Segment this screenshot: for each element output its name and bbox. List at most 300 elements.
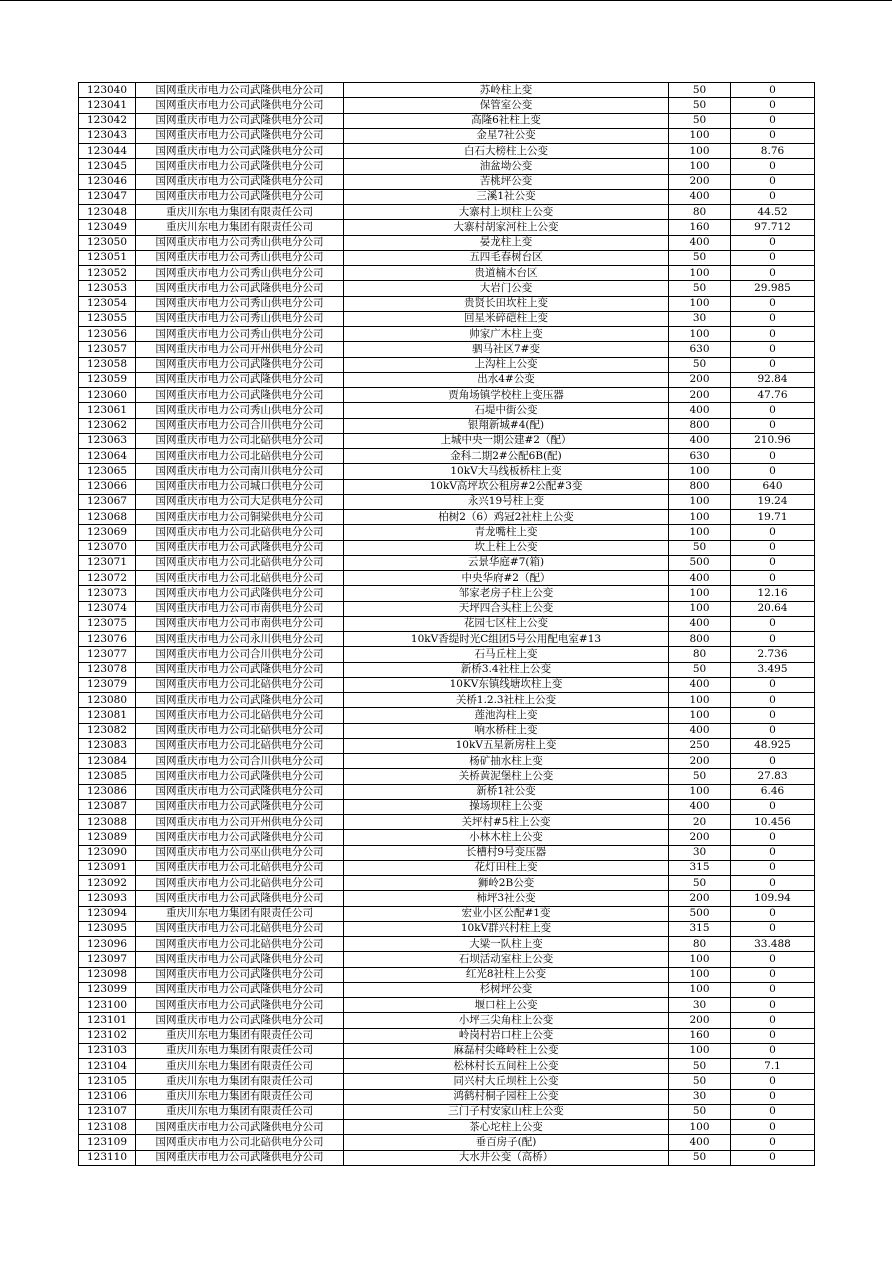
capacity-cell: 400 — [669, 723, 731, 738]
value-cell: 0 — [731, 403, 815, 418]
company-cell: 重庆川东电力集团有限责任公司 — [136, 1089, 344, 1104]
capacity-cell: 800 — [669, 418, 731, 433]
station-name-cell: 云景华庭#7(箱) — [344, 555, 669, 570]
transformer-table — [78, 82, 815, 1166]
value-cell: 7.1 — [731, 1059, 815, 1074]
capacity-cell: 400 — [669, 677, 731, 692]
capacity-cell: 100 — [669, 601, 731, 616]
value-cell: 0 — [731, 327, 815, 342]
station-name-cell: 红光8社柱上公变 — [344, 967, 669, 982]
capacity-cell: 100 — [669, 494, 731, 509]
company-cell: 国网重庆市电力公司北碚供电分公司 — [136, 525, 344, 540]
capacity-cell: 100 — [669, 144, 731, 159]
company-cell: 国网重庆市电力公司北碚供电分公司 — [136, 860, 344, 875]
row-id-cell: 123075 — [79, 616, 136, 631]
value-cell: 0 — [731, 235, 815, 250]
capacity-cell: 400 — [669, 235, 731, 250]
station-name-cell: 五四毛春树台区 — [344, 250, 669, 265]
company-cell: 国网重庆市电力公司武隆供电分公司 — [136, 830, 344, 845]
value-cell: 0 — [731, 677, 815, 692]
capacity-cell: 400 — [669, 403, 731, 418]
table-row — [79, 189, 815, 204]
company-cell: 国网重庆市电力公司武隆供电分公司 — [136, 540, 344, 555]
row-id-cell: 123086 — [79, 784, 136, 799]
company-cell: 重庆川东电力集团有限责任公司 — [136, 1059, 344, 1074]
row-id-cell: 123104 — [79, 1059, 136, 1074]
table-row — [79, 205, 815, 220]
value-cell: 97.712 — [731, 220, 815, 235]
row-id-cell: 123042 — [79, 113, 136, 128]
row-id-cell: 123058 — [79, 357, 136, 372]
value-cell: 0 — [731, 266, 815, 281]
company-cell: 国网重庆市电力公司武隆供电分公司 — [136, 144, 344, 159]
table-row — [79, 830, 815, 845]
row-id-cell: 123079 — [79, 677, 136, 692]
row-id-cell: 123101 — [79, 1013, 136, 1028]
station-name-cell: 苏岭柱上变 — [344, 83, 669, 98]
capacity-cell: 50 — [669, 357, 731, 372]
table-row — [79, 677, 815, 692]
station-name-cell: 狮岭2B公变 — [344, 876, 669, 891]
station-name-cell: 关桥1.2.3社柱上公变 — [344, 693, 669, 708]
table-row — [79, 1120, 815, 1135]
value-cell: 0 — [731, 1013, 815, 1028]
value-cell: 0 — [731, 464, 815, 479]
value-cell: 0 — [731, 693, 815, 708]
station-name-cell: 高隆6社柱上变 — [344, 113, 669, 128]
capacity-cell: 50 — [669, 876, 731, 891]
capacity-cell: 200 — [669, 830, 731, 845]
capacity-cell: 50 — [669, 98, 731, 113]
table-row — [79, 860, 815, 875]
capacity-cell: 400 — [669, 1135, 731, 1150]
station-name-cell: 油盆坳公变 — [344, 159, 669, 174]
value-cell: 0 — [731, 540, 815, 555]
value-cell: 0 — [731, 1028, 815, 1043]
table-row — [79, 98, 815, 113]
row-id-cell: 123072 — [79, 571, 136, 586]
station-name-cell: 柿坪3社公变 — [344, 891, 669, 906]
company-cell: 国网重庆市电力公司武隆供电分公司 — [136, 1120, 344, 1135]
row-id-cell: 123055 — [79, 311, 136, 326]
value-cell: 48.925 — [731, 738, 815, 753]
value-cell: 0 — [731, 860, 815, 875]
capacity-cell: 50 — [669, 1150, 731, 1165]
value-cell: 0 — [731, 113, 815, 128]
row-id-cell: 123108 — [79, 1120, 136, 1135]
table-row — [79, 647, 815, 662]
station-name-cell: 贾角场镇学校柱上变压器 — [344, 388, 669, 403]
capacity-cell: 100 — [669, 1120, 731, 1135]
table-row — [79, 113, 815, 128]
row-id-cell: 123069 — [79, 525, 136, 540]
value-cell: 0 — [731, 555, 815, 570]
company-cell: 国网重庆市电力公司合川供电分公司 — [136, 647, 344, 662]
capacity-cell: 100 — [669, 784, 731, 799]
row-id-cell: 123092 — [79, 876, 136, 891]
value-cell: 0 — [731, 906, 815, 921]
capacity-cell: 50 — [669, 1074, 731, 1089]
company-cell: 国网重庆市电力公司北碚供电分公司 — [136, 571, 344, 586]
company-cell: 国网重庆市电力公司秀山供电分公司 — [136, 266, 344, 281]
company-cell: 国网重庆市电力公司武隆供电分公司 — [136, 799, 344, 814]
row-id-cell: 123063 — [79, 433, 136, 448]
value-cell: 0 — [731, 174, 815, 189]
row-id-cell: 123078 — [79, 662, 136, 677]
station-name-cell: 新桥1社公变 — [344, 784, 669, 799]
table-row — [79, 982, 815, 997]
value-cell: 0 — [731, 250, 815, 265]
station-name-cell: 同兴村大丘坝柱上公变 — [344, 1074, 669, 1089]
value-cell: 0 — [731, 1089, 815, 1104]
capacity-cell: 80 — [669, 937, 731, 952]
value-cell: 0 — [731, 830, 815, 845]
capacity-cell: 20 — [669, 815, 731, 830]
table-row — [79, 540, 815, 555]
row-id-cell: 123110 — [79, 1150, 136, 1165]
value-cell: 0 — [731, 876, 815, 891]
value-cell: 0 — [731, 967, 815, 982]
company-cell: 国网重庆市电力公司武隆供电分公司 — [136, 998, 344, 1013]
company-cell: 国网重庆市电力公司武隆供电分公司 — [136, 967, 344, 982]
row-id-cell: 123107 — [79, 1104, 136, 1119]
company-cell: 国网重庆市电力公司合川供电分公司 — [136, 418, 344, 433]
table-row — [79, 327, 815, 342]
row-id-cell: 123041 — [79, 98, 136, 113]
station-name-cell: 大寨村胡家河柱上公变 — [344, 220, 669, 235]
capacity-cell: 80 — [669, 647, 731, 662]
value-cell: 0 — [731, 296, 815, 311]
table-row — [79, 937, 815, 952]
table-row — [79, 296, 815, 311]
station-name-cell: 金星7社公变 — [344, 128, 669, 143]
company-cell: 重庆川东电力集团有限责任公司 — [136, 1074, 344, 1089]
company-cell: 国网重庆市电力公司武隆供电分公司 — [136, 1150, 344, 1165]
capacity-cell: 200 — [669, 388, 731, 403]
company-cell: 国网重庆市电力公司北碚供电分公司 — [136, 738, 344, 753]
company-cell: 国网重庆市电力公司秀山供电分公司 — [136, 327, 344, 342]
station-name-cell: 大梁一队柱上变 — [344, 937, 669, 952]
company-cell: 国网重庆市电力公司武隆供电分公司 — [136, 1013, 344, 1028]
station-name-cell: 花灯田柱上变 — [344, 860, 669, 875]
value-cell: 0 — [731, 1074, 815, 1089]
capacity-cell: 315 — [669, 860, 731, 875]
table-row — [79, 525, 815, 540]
table-row — [79, 449, 815, 464]
value-cell: 0 — [731, 1043, 815, 1058]
station-name-cell: 坎上柱上公变 — [344, 540, 669, 555]
value-cell: 0 — [731, 723, 815, 738]
company-cell: 重庆川东电力集团有限责任公司 — [136, 906, 344, 921]
row-id-cell: 123071 — [79, 555, 136, 570]
capacity-cell: 50 — [669, 1104, 731, 1119]
value-cell: 0 — [731, 754, 815, 769]
value-cell: 12.16 — [731, 586, 815, 601]
value-cell: 27.83 — [731, 769, 815, 784]
row-id-cell: 123054 — [79, 296, 136, 311]
capacity-cell: 100 — [669, 708, 731, 723]
capacity-cell: 100 — [669, 510, 731, 525]
company-cell: 国网重庆市电力公司秀山供电分公司 — [136, 403, 344, 418]
capacity-cell: 50 — [669, 113, 731, 128]
value-cell: 3.495 — [731, 662, 815, 677]
company-cell: 国网重庆市电力公司武隆供电分公司 — [136, 372, 344, 387]
row-id-cell: 123084 — [79, 754, 136, 769]
table-row — [79, 479, 815, 494]
capacity-cell: 100 — [669, 296, 731, 311]
station-name-cell: 三溪1社公变 — [344, 189, 669, 204]
row-id-cell: 123098 — [79, 967, 136, 982]
row-id-cell: 123056 — [79, 327, 136, 342]
row-id-cell: 123088 — [79, 815, 136, 830]
table-row — [79, 769, 815, 784]
row-id-cell: 123064 — [79, 449, 136, 464]
station-name-cell: 石坝活动室柱上公变 — [344, 952, 669, 967]
station-name-cell: 白石大榜柱上公变 — [344, 144, 669, 159]
row-id-cell: 123099 — [79, 982, 136, 997]
station-name-cell: 驷马社区7#变 — [344, 342, 669, 357]
value-cell: 0 — [731, 159, 815, 174]
capacity-cell: 200 — [669, 891, 731, 906]
table-row — [79, 723, 815, 738]
company-cell: 国网重庆市电力公司合川供电分公司 — [136, 754, 344, 769]
value-cell: 19.24 — [731, 494, 815, 509]
table-row — [79, 1074, 815, 1089]
company-cell: 国网重庆市电力公司秀山供电分公司 — [136, 250, 344, 265]
capacity-cell: 50 — [669, 662, 731, 677]
station-name-cell: 天坪四合头柱上公变 — [344, 601, 669, 616]
value-cell: 0 — [731, 1135, 815, 1150]
station-name-cell: 莲池沟柱上变 — [344, 708, 669, 723]
station-name-cell: 永兴19号柱上变 — [344, 494, 669, 509]
station-name-cell: 10kV五星新房柱上变 — [344, 738, 669, 753]
company-cell: 国网重庆市电力公司市南供电分公司 — [136, 616, 344, 631]
capacity-cell: 200 — [669, 372, 731, 387]
company-cell: 国网重庆市电力公司开州供电分公司 — [136, 342, 344, 357]
station-name-cell: 麻磊村尖峰岭柱上公变 — [344, 1043, 669, 1058]
value-cell: 20.64 — [731, 601, 815, 616]
row-id-cell: 123083 — [79, 738, 136, 753]
value-cell: 0 — [731, 952, 815, 967]
company-cell: 国网重庆市电力公司武隆供电分公司 — [136, 98, 344, 113]
capacity-cell: 500 — [669, 555, 731, 570]
station-name-cell: 10kV大马线板桥柱上变 — [344, 464, 669, 479]
capacity-cell: 500 — [669, 906, 731, 921]
company-cell: 国网重庆市电力公司北碚供电分公司 — [136, 677, 344, 692]
company-cell: 国网重庆市电力公司武隆供电分公司 — [136, 174, 344, 189]
capacity-cell: 50 — [669, 540, 731, 555]
capacity-cell: 400 — [669, 799, 731, 814]
station-name-cell: 操场坝柱上公变 — [344, 799, 669, 814]
company-cell: 国网重庆市电力公司武隆供电分公司 — [136, 662, 344, 677]
table-row — [79, 433, 815, 448]
table-row — [79, 1135, 815, 1150]
table-row — [79, 601, 815, 616]
capacity-cell: 30 — [669, 998, 731, 1013]
table-row — [79, 815, 815, 830]
value-cell: 6.46 — [731, 784, 815, 799]
station-name-cell: 帅家广木柱上变 — [344, 327, 669, 342]
capacity-cell: 50 — [669, 83, 731, 98]
table-row — [79, 967, 815, 982]
capacity-cell: 200 — [669, 174, 731, 189]
company-cell: 国网重庆市电力公司秀山供电分公司 — [136, 235, 344, 250]
capacity-cell: 100 — [669, 128, 731, 143]
table-row — [79, 845, 815, 860]
company-cell: 国网重庆市电力公司武隆供电分公司 — [136, 388, 344, 403]
value-cell: 2.736 — [731, 647, 815, 662]
capacity-cell: 400 — [669, 189, 731, 204]
top-rule — [0, 0, 892, 1]
capacity-cell: 160 — [669, 220, 731, 235]
station-name-cell: 宏业小区公配#1变 — [344, 906, 669, 921]
table-row — [79, 799, 815, 814]
company-cell: 国网重庆市电力公司巫山供电分公司 — [136, 845, 344, 860]
station-name-cell: 茶心坨柱上公变 — [344, 1120, 669, 1135]
table-row — [79, 83, 815, 98]
row-id-cell: 123093 — [79, 891, 136, 906]
table-row — [79, 738, 815, 753]
table-row — [79, 754, 815, 769]
row-id-cell: 123106 — [79, 1089, 136, 1104]
company-cell: 国网重庆市电力公司大足供电分公司 — [136, 494, 344, 509]
row-id-cell: 123082 — [79, 723, 136, 738]
capacity-cell: 315 — [669, 921, 731, 936]
table-row — [79, 891, 815, 906]
row-id-cell: 123081 — [79, 708, 136, 723]
row-id-cell: 123091 — [79, 860, 136, 875]
table-row — [79, 708, 815, 723]
value-cell: 0 — [731, 571, 815, 586]
capacity-cell: 100 — [669, 967, 731, 982]
company-cell: 国网重庆市电力公司城口供电分公司 — [136, 479, 344, 494]
value-cell: 0 — [731, 98, 815, 113]
capacity-cell: 50 — [669, 281, 731, 296]
station-name-cell: 杉树坪公变 — [344, 982, 669, 997]
value-cell: 0 — [731, 357, 815, 372]
value-cell: 210.96 — [731, 433, 815, 448]
capacity-cell: 50 — [669, 769, 731, 784]
company-cell: 国网重庆市电力公司铜梁供电分公司 — [136, 510, 344, 525]
value-cell: 0 — [731, 632, 815, 647]
capacity-cell: 50 — [669, 250, 731, 265]
table-row — [79, 235, 815, 250]
capacity-cell: 100 — [669, 586, 731, 601]
company-cell: 国网重庆市电力公司武隆供电分公司 — [136, 189, 344, 204]
company-cell: 国网重庆市电力公司南川供电分公司 — [136, 464, 344, 479]
table-row — [79, 1059, 815, 1074]
row-id-cell: 123070 — [79, 540, 136, 555]
row-id-cell: 123077 — [79, 647, 136, 662]
capacity-cell: 400 — [669, 571, 731, 586]
capacity-cell: 200 — [669, 1013, 731, 1028]
station-name-cell: 10kV群兴村柱上变 — [344, 921, 669, 936]
capacity-cell: 80 — [669, 205, 731, 220]
station-name-cell: 中央华府#2（配） — [344, 571, 669, 586]
company-cell: 国网重庆市电力公司武隆供电分公司 — [136, 982, 344, 997]
station-name-cell: 小坪三尖角柱上公变 — [344, 1013, 669, 1028]
capacity-cell: 630 — [669, 449, 731, 464]
row-id-cell: 123097 — [79, 952, 136, 967]
capacity-cell: 100 — [669, 693, 731, 708]
capacity-cell: 400 — [669, 433, 731, 448]
table-row — [79, 1104, 815, 1119]
table-row — [79, 586, 815, 601]
row-id-cell: 123103 — [79, 1043, 136, 1058]
capacity-cell: 100 — [669, 952, 731, 967]
station-name-cell: 堰口柱上公变 — [344, 998, 669, 1013]
row-id-cell: 123050 — [79, 235, 136, 250]
station-name-cell: 长槽村9号变压器 — [344, 845, 669, 860]
table-row — [79, 1150, 815, 1165]
table-row — [79, 464, 815, 479]
table-row — [79, 1013, 815, 1028]
capacity-cell: 30 — [669, 1089, 731, 1104]
row-id-cell: 123100 — [79, 998, 136, 1013]
row-id-cell: 123066 — [79, 479, 136, 494]
value-cell: 47.76 — [731, 388, 815, 403]
value-cell: 0 — [731, 1120, 815, 1135]
station-name-cell: 贵道楠木台区 — [344, 266, 669, 281]
table-row — [79, 311, 815, 326]
table-row — [79, 906, 815, 921]
row-id-cell: 123085 — [79, 769, 136, 784]
company-cell: 国网重庆市电力公司武隆供电分公司 — [136, 159, 344, 174]
capacity-cell: 30 — [669, 845, 731, 860]
table-row — [79, 144, 815, 159]
table-row — [79, 128, 815, 143]
table-row — [79, 342, 815, 357]
row-id-cell: 123048 — [79, 205, 136, 220]
station-name-cell: 出水4#公变 — [344, 372, 669, 387]
company-cell: 国网重庆市电力公司武隆供电分公司 — [136, 769, 344, 784]
row-id-cell: 123087 — [79, 799, 136, 814]
table-row — [79, 388, 815, 403]
station-name-cell: 垂百房子(配) — [344, 1135, 669, 1150]
capacity-cell: 100 — [669, 525, 731, 540]
station-name-cell: 大水井公变（高桥） — [344, 1150, 669, 1165]
row-id-cell: 123059 — [79, 372, 136, 387]
row-id-cell: 123061 — [79, 403, 136, 418]
capacity-cell: 800 — [669, 479, 731, 494]
station-name-cell: 三门子村安家山柱上公变 — [344, 1104, 669, 1119]
company-cell: 国网重庆市电力公司开州供电分公司 — [136, 815, 344, 830]
value-cell: 33.488 — [731, 937, 815, 952]
value-cell: 0 — [731, 189, 815, 204]
company-cell: 国网重庆市电力公司秀山供电分公司 — [136, 296, 344, 311]
capacity-cell: 50 — [669, 1059, 731, 1074]
row-id-cell: 123040 — [79, 83, 136, 98]
company-cell: 国网重庆市电力公司武隆供电分公司 — [136, 891, 344, 906]
table-row — [79, 1028, 815, 1043]
value-cell: 0 — [731, 83, 815, 98]
station-name-cell: 晏龙柱上变 — [344, 235, 669, 250]
company-cell: 国网重庆市电力公司武隆供电分公司 — [136, 83, 344, 98]
table-row — [79, 174, 815, 189]
company-cell: 国网重庆市电力公司永川供电分公司 — [136, 632, 344, 647]
station-name-cell: 大寨村上坝柱上公变 — [344, 205, 669, 220]
row-id-cell: 123044 — [79, 144, 136, 159]
company-cell: 国网重庆市电力公司北碚供电分公司 — [136, 876, 344, 891]
company-cell: 国网重庆市电力公司北碚供电分公司 — [136, 937, 344, 952]
station-name-cell: 鸿鹤村桐子园柱上公变 — [344, 1089, 669, 1104]
company-cell: 国网重庆市电力公司北碚供电分公司 — [136, 723, 344, 738]
row-id-cell: 123067 — [79, 494, 136, 509]
row-id-cell: 123046 — [79, 174, 136, 189]
company-cell: 国网重庆市电力公司秀山供电分公司 — [136, 311, 344, 326]
company-cell: 国网重庆市电力公司北碚供电分公司 — [136, 449, 344, 464]
row-id-cell: 123080 — [79, 693, 136, 708]
